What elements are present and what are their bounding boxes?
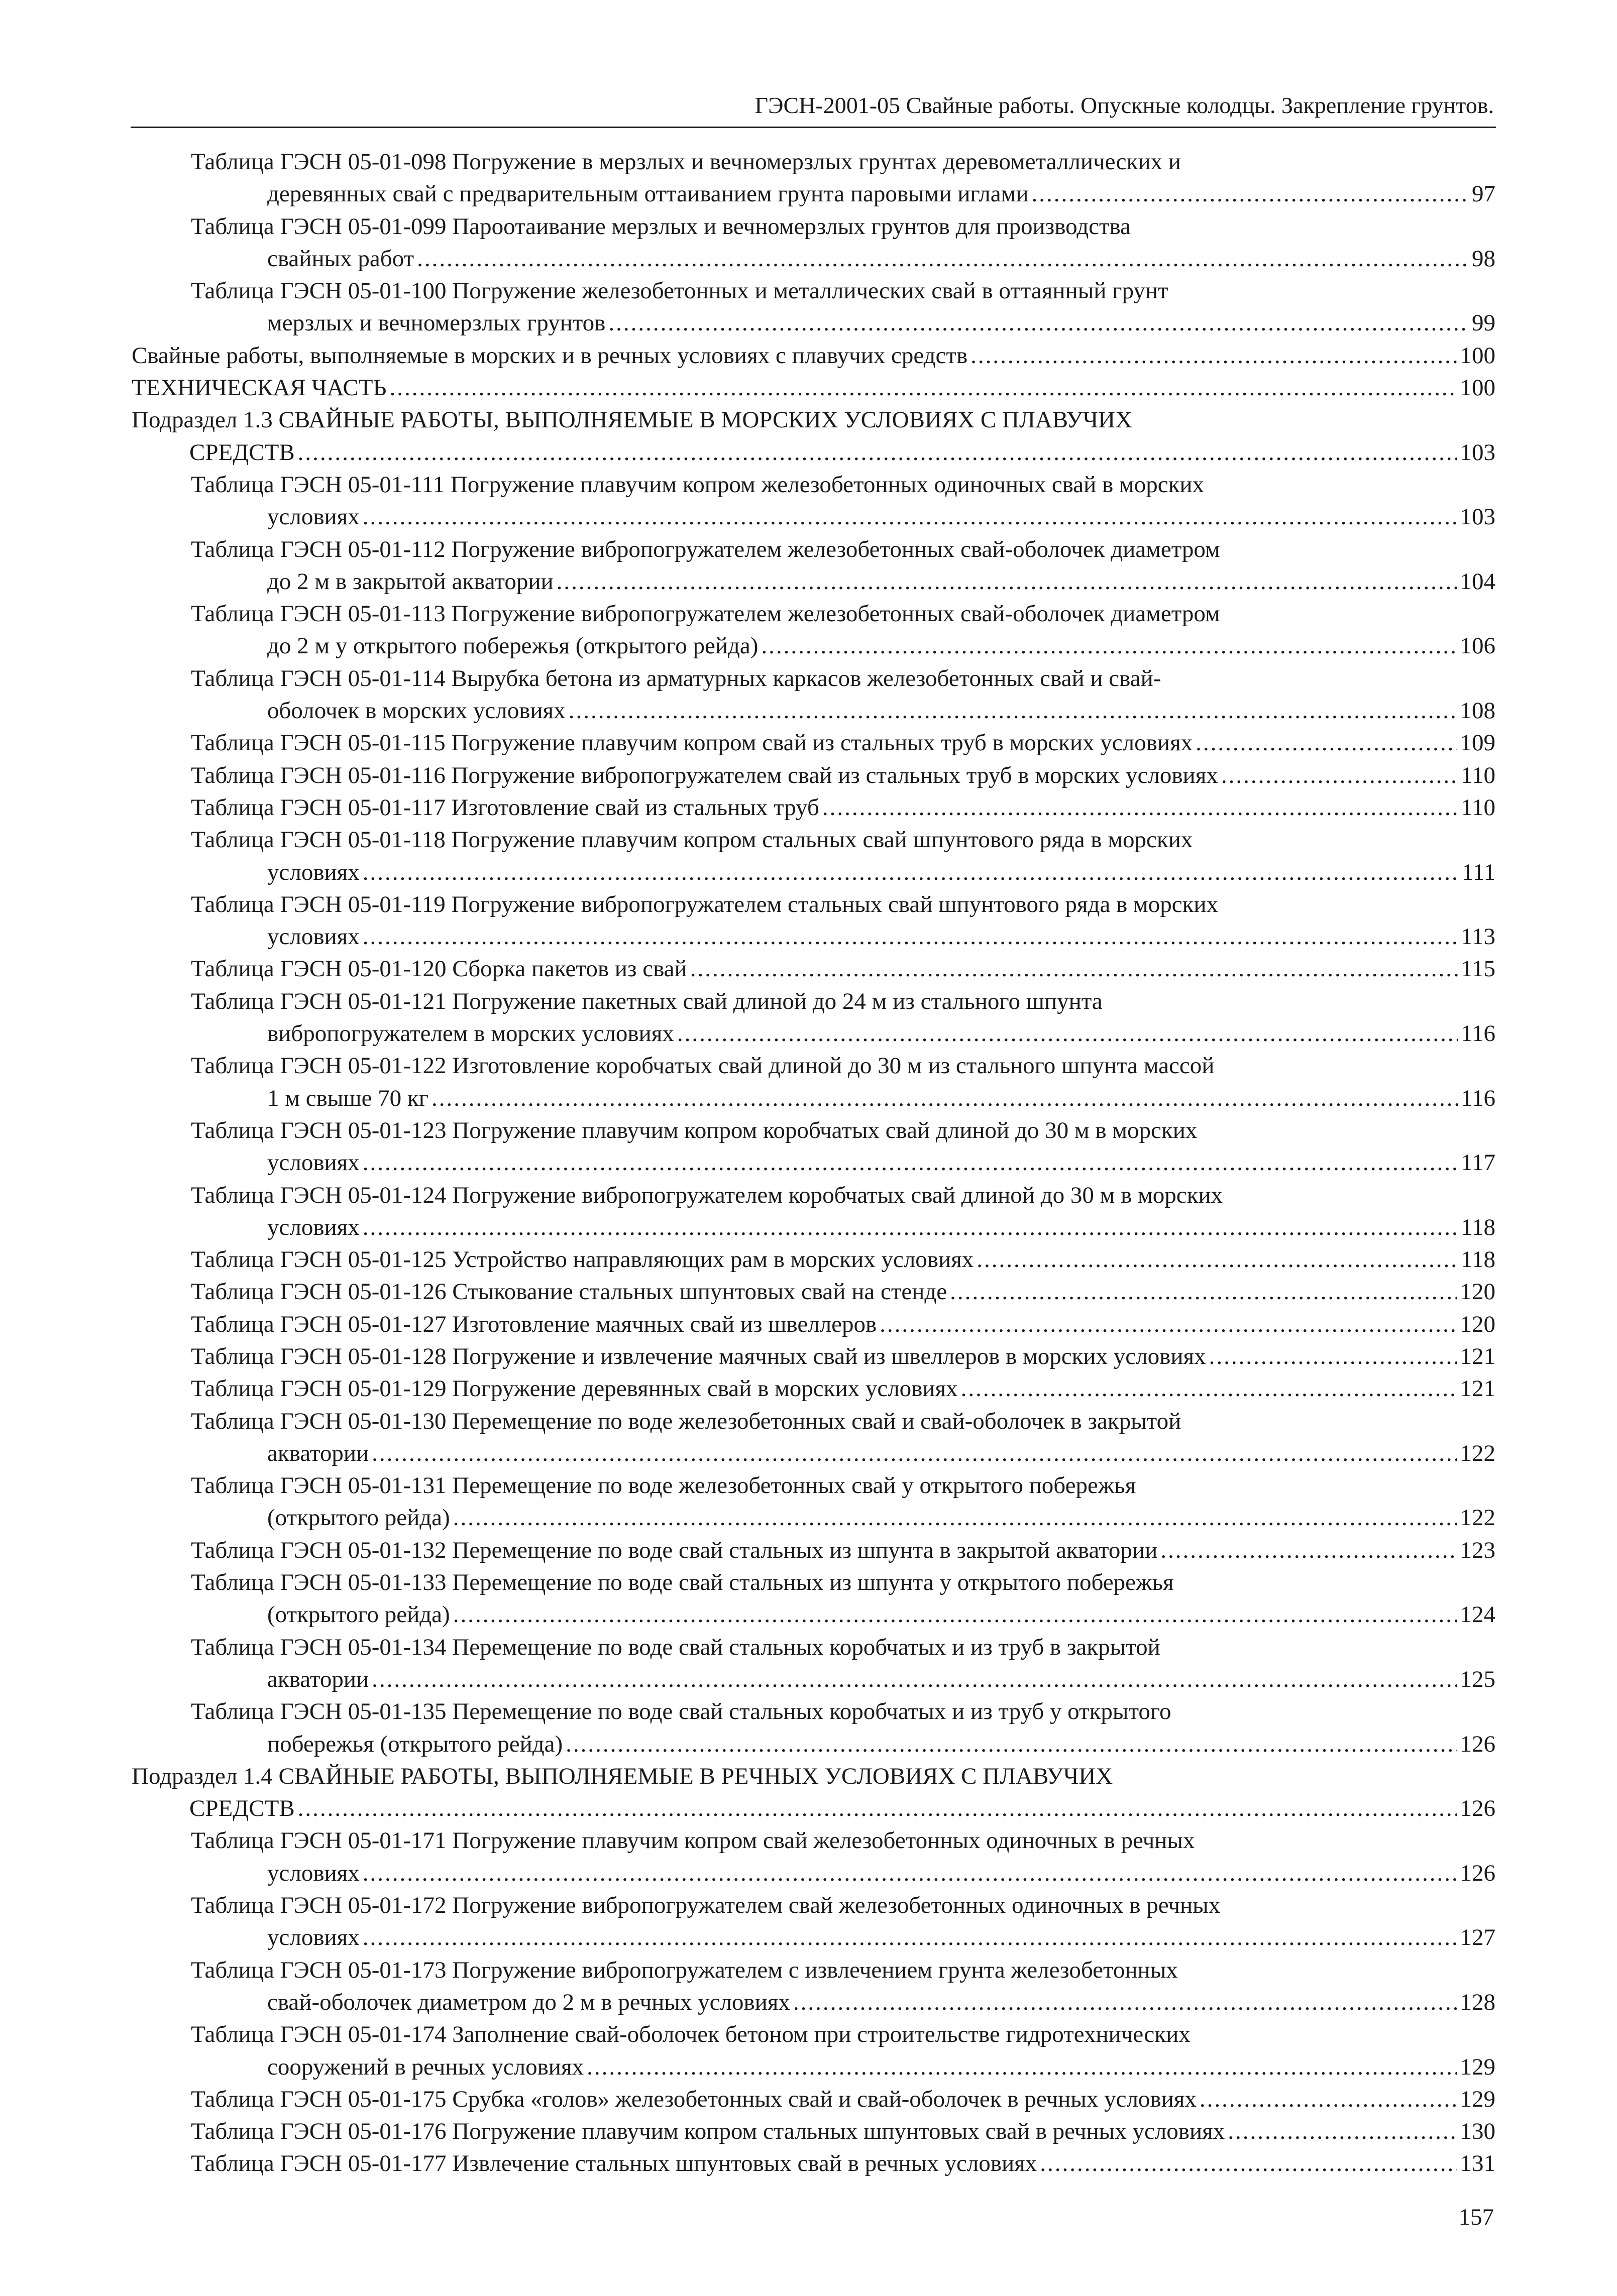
toc-page-number: 99 — [1472, 310, 1495, 336]
toc-entry[interactable] — [132, 1889, 1495, 1954]
toc-entry-title: Подраздел 1.4 СВАЙНЫЕ РАБОТЫ, ВЫПОЛНЯЕМЫЕ В РЕЧНЫХ УСЛОВИЯХ С ПЛАВУЧИХ — [132, 1763, 1113, 1789]
toc-page-number: 118 — [1461, 1214, 1495, 1240]
toc-page-number: 125 — [1460, 1666, 1495, 1692]
toc-entry-title-end: условиях — [267, 1214, 360, 1240]
toc-entry[interactable] — [132, 824, 1495, 888]
toc-entry[interactable] — [132, 1824, 1495, 1889]
dot-leader — [566, 1728, 1457, 1760]
toc-page-number: 113 — [1461, 924, 1495, 950]
dot-leader — [298, 436, 1457, 469]
dot-leader — [363, 1146, 1458, 1179]
toc-entry[interactable] — [132, 953, 1495, 985]
toc-entry-title: Таблица ГЭСН 05-01-113 Погружение вибропогружателем железобетонных свай-оболочек диаметром — [191, 601, 1220, 627]
toc-entry[interactable] — [132, 210, 1495, 275]
toc-entry-title: Таблица ГЭСН 05-01-114 Вырубка бетона из арматурных каркасов железобетонных свай и свай- — [191, 665, 1161, 692]
toc-page-number: 108 — [1460, 698, 1495, 724]
dot-leader — [1160, 1534, 1457, 1566]
toc-entry[interactable] — [132, 1243, 1495, 1276]
toc-entry-title-end: условиях — [267, 859, 360, 885]
toc-entry-title-end: (открытого рейда) — [267, 1601, 450, 1628]
toc-entry-title-end: (открытого рейда) — [267, 1505, 450, 1531]
toc-entry-title-end: 1 м свыше 70 кг — [267, 1085, 429, 1111]
toc-entry-title-end: условиях — [267, 1860, 360, 1886]
toc-page-number: 116 — [1461, 1085, 1495, 1111]
toc-entry-title-end: побережья (открытого рейда) — [267, 1731, 563, 1757]
toc-entry-title-end: свай-оболочек диаметром до 2 м в речных условиях — [267, 1989, 790, 2015]
dot-leader — [977, 1243, 1458, 1276]
toc-entry-title-end: Таблица ГЭСН 05-01-126 Стыкование стальных шпунтовых свай на стенде — [191, 1279, 947, 1305]
dot-leader — [677, 1017, 1458, 1050]
toc-entry-title-end: условиях — [267, 1150, 360, 1176]
toc-entry[interactable] — [132, 1050, 1495, 1114]
dot-leader — [372, 1663, 1457, 1695]
table-of-contents — [132, 146, 1495, 2180]
toc-entry-title: Таблица ГЭСН 05-01-122 Изготовление коробчатых свай длиной до 30 м из стального шпунта массой — [191, 1053, 1215, 1079]
dot-leader — [793, 1986, 1457, 2018]
toc-page-number: 115 — [1461, 956, 1495, 982]
toc-entry-title-end: Таблица ГЭСН 05-01-129 Погружение деревянных свай в морских условиях — [191, 1375, 958, 1402]
dot-leader — [690, 953, 1458, 985]
toc-entry[interactable] — [132, 2147, 1495, 2179]
toc-entry-title-end: условиях — [267, 1924, 360, 1951]
dot-leader — [1209, 1340, 1457, 1372]
toc-entry-title: Таблица ГЭСН 05-01-099 Пароотаивание мерзлых и вечномерзлых грунтов для производства — [191, 213, 1131, 240]
dot-leader — [363, 1857, 1457, 1889]
toc-entry-title: Подраздел 1.3 СВАЙНЫЕ РАБОТЫ, ВЫПОЛНЯЕМЫЕ В МОРСКИХ УСЛОВИЯХ С ПЛАВУЧИХ — [132, 407, 1133, 433]
toc-entry[interactable] — [132, 404, 1495, 469]
toc-page-number: 111 — [1461, 859, 1495, 885]
toc-entry-title-end: Таблица ГЭСН 05-01-116 Погружение вибропогружателем свай из стальных труб в морских условиях — [191, 762, 1218, 788]
toc-entry-title: Таблица ГЭСН 05-01-112 Погружение вибропогружателем железобетонных свай-оболочек диаметром — [191, 536, 1220, 562]
toc-page-number: 121 — [1460, 1375, 1495, 1402]
dot-leader — [961, 1372, 1457, 1405]
toc-entry-title: Таблица ГЭСН 05-01-131 Перемещение по воде железобетонных свай у открытого побережья — [191, 1472, 1136, 1499]
toc-entry-title-end: оболочек в морских условиях — [267, 698, 566, 724]
toc-entry-title-end: мерзлых и вечномерзлых грунтов — [267, 310, 606, 336]
toc-page-number: 100 — [1460, 342, 1495, 369]
dot-leader — [389, 372, 1457, 404]
toc-entry-title: Таблица ГЭСН 05-01-124 Погружение вибропогружателем коробчатых свай длиной до 30 м в морских — [191, 1182, 1223, 1208]
dot-leader — [557, 565, 1457, 598]
toc-entry[interactable] — [132, 759, 1495, 791]
toc-entry[interactable] — [132, 2115, 1495, 2147]
dot-leader — [880, 1308, 1457, 1340]
toc-entry-title-end: деревянных свай с предварительным оттаиванием грунта паровыми иглами — [267, 181, 1029, 207]
toc-entry-title: Таблица ГЭСН 05-01-098 Погружение в мерзлых и вечномерзлых грунтах деревометаллических и — [191, 149, 1181, 175]
toc-page-number: 103 — [1460, 439, 1495, 466]
toc-page-number: 121 — [1460, 1343, 1495, 1369]
toc-entry-title-end: Таблица ГЭСН 05-01-177 Извлечение стальных шпунтовых свай в речных условиях — [191, 2150, 1037, 2177]
dot-leader — [1196, 727, 1457, 759]
dot-leader — [363, 1921, 1457, 1954]
toc-page-number: 106 — [1460, 633, 1495, 659]
dot-leader — [363, 501, 1457, 533]
toc-page-number: 130 — [1460, 2118, 1495, 2145]
dot-leader — [761, 630, 1457, 662]
toc-entry-title-end: сооружений в речных условиях — [267, 2053, 584, 2080]
dot-leader — [432, 1082, 1458, 1114]
toc-entry[interactable] — [132, 598, 1495, 662]
toc-entry-title-end: Таблица ГЭСН 05-01-128 Погружение и извлечение маячных свай из швеллеров в морских условиях — [191, 1343, 1206, 1369]
toc-entry-title: Таблица ГЭСН 05-01-174 Заполнение свай-оболочек бетоном при строительстве гидротехнических — [191, 2021, 1191, 2048]
dot-leader — [298, 1792, 1457, 1824]
toc-entry-title-end: Таблица ГЭСН 05-01-117 Изготовление свай из стальных труб — [191, 794, 819, 821]
toc-entry-title-end: СРЕДСТВ — [189, 439, 295, 466]
toc-page-number: 131 — [1460, 2150, 1495, 2177]
toc-entry-title-end: Таблица ГЭСН 05-01-120 Сборка пакетов из свай — [191, 956, 687, 982]
header-divider — [131, 127, 1496, 128]
toc-page-number: 126 — [1460, 1860, 1495, 1886]
toc-page-number: 110 — [1461, 762, 1495, 788]
toc-entry[interactable] — [132, 1469, 1495, 1534]
toc-entry-title-end: акватории — [267, 1666, 369, 1692]
toc-entry[interactable] — [132, 662, 1495, 727]
toc-page-number: 116 — [1461, 1020, 1495, 1047]
toc-entry[interactable] — [132, 339, 1495, 372]
toc-page-number: 123 — [1460, 1537, 1495, 1563]
toc-page-number: 129 — [1460, 2086, 1495, 2112]
toc-entry-title: Таблица ГЭСН 05-01-119 Погружение вибропогружателем стальных свай шпунтового ряда в морских — [191, 891, 1219, 917]
toc-entry-title: Таблица ГЭСН 05-01-111 Погружение плавучим копром железобетонных одиночных свай в морских — [191, 471, 1205, 498]
toc-entry-title: Таблица ГЭСН 05-01-173 Погружение вибропогружателем с извлечением грунта железобетонных — [191, 1957, 1178, 1983]
dot-leader — [372, 1437, 1457, 1469]
toc-entry-title-end: СРЕДСТВ — [189, 1795, 295, 1822]
toc-entry-title: Таблица ГЭСН 05-01-121 Погружение пакетных свай длиной до 24 м из стального шпунта — [191, 988, 1103, 1014]
toc-entry-title: Таблица ГЭСН 05-01-130 Перемещение по воде железобетонных свай и свай-оболочек в закрытой — [191, 1408, 1181, 1434]
toc-page-number: 117 — [1461, 1150, 1495, 1176]
dot-leader — [363, 921, 1458, 953]
toc-entry[interactable] — [132, 1372, 1495, 1405]
toc-entry-title: Таблица ГЭСН 05-01-123 Погружение плавучим копром коробчатых свай длиной до 30 м в морских — [191, 1117, 1198, 1143]
toc-page-number: 124 — [1460, 1601, 1495, 1628]
toc-page-number: 128 — [1460, 1989, 1495, 2015]
dot-leader — [1228, 2115, 1457, 2147]
toc-entry[interactable] — [132, 146, 1495, 210]
toc-page-number: 100 — [1460, 375, 1495, 401]
toc-page-number: 103 — [1460, 504, 1495, 530]
toc-page-number: 118 — [1461, 1246, 1495, 1273]
toc-entry-title-end: условиях — [267, 504, 360, 530]
dot-leader — [363, 1211, 1458, 1243]
toc-entry[interactable] — [132, 888, 1495, 953]
toc-entry-title-end: вибропогружателем в морских условиях — [267, 1020, 674, 1047]
toc-entry[interactable] — [132, 1954, 1495, 2019]
toc-entry-title-end: условиях — [267, 924, 360, 950]
dot-leader — [453, 1502, 1457, 1534]
toc-entry[interactable] — [132, 372, 1495, 404]
dot-leader — [608, 307, 1469, 339]
toc-entry[interactable] — [132, 1405, 1495, 1470]
toc-page-number: 129 — [1460, 2053, 1495, 2080]
toc-entry[interactable] — [132, 1276, 1495, 1308]
toc-entry[interactable] — [132, 1114, 1495, 1179]
toc-entry[interactable] — [132, 2083, 1495, 2115]
toc-entry[interactable] — [132, 1534, 1495, 1566]
dot-leader — [453, 1598, 1457, 1631]
toc-entry-title-end: Свайные работы, выполняемые в морских и в речных условиях с плавучих средств — [132, 342, 968, 369]
toc-entry-title-end: Таблица ГЭСН 05-01-132 Перемещение по воде свай стальных из шпунта в закрытой акватории — [191, 1537, 1158, 1563]
toc-entry[interactable] — [132, 533, 1495, 598]
toc-entry-title-end: до 2 м в закрытой акватории — [267, 568, 554, 595]
toc-entry[interactable] — [132, 1566, 1495, 1631]
toc-page-number: 127 — [1460, 1924, 1495, 1951]
toc-entry-title: Таблица ГЭСН 05-01-118 Погружение плавучим копром стальных свай шпунтового ряда в морских — [191, 827, 1193, 853]
toc-entry-title-end: Таблица ГЭСН 05-01-175 Срубка «голов» железобетонных свай и свай-оболочек в речных условиях — [191, 2086, 1197, 2112]
toc-page-number: 97 — [1472, 181, 1495, 207]
toc-entry[interactable] — [132, 791, 1495, 824]
dot-leader — [569, 695, 1457, 727]
toc-page-number: 122 — [1460, 1505, 1495, 1531]
toc-page-number: 104 — [1460, 568, 1495, 595]
toc-entry-title: Таблица ГЭСН 05-01-171 Погружение плавучим копром свай железобетонных одиночных в речных — [191, 1827, 1195, 1854]
dot-leader — [1200, 2083, 1457, 2115]
toc-entry-title-end: свайных работ — [267, 245, 414, 272]
toc-entry-title-end: Таблица ГЭСН 05-01-176 Погружение плавучим копром стальных шпунтовых свай в речных условиях — [191, 2118, 1225, 2145]
toc-entry-title: Таблица ГЭСН 05-01-133 Перемещение по воде свай стальных из шпунта у открытого побережья — [191, 1569, 1174, 1596]
toc-page-number: 122 — [1460, 1440, 1495, 1466]
toc-page-number: 126 — [1460, 1731, 1495, 1757]
running-header: ГЭСН-2001-05 Свайные работы. Опускные колодцы. Закрепление грунтов. — [754, 92, 1494, 118]
toc-entry-title-end: Таблица ГЭСН 05-01-127 Изготовление маячных свай из швеллеров — [191, 1311, 877, 1337]
toc-entry[interactable] — [132, 1695, 1495, 1760]
dot-leader — [417, 243, 1469, 275]
toc-entry[interactable] — [132, 1340, 1495, 1372]
toc-entry-title-end: до 2 м у открытого побережья (открытого рейда) — [267, 633, 759, 659]
toc-entry-title-end: акватории — [267, 1440, 369, 1466]
toc-entry[interactable] — [132, 1631, 1495, 1696]
toc-page-number: 109 — [1460, 730, 1495, 756]
page-number: 157 — [1458, 2204, 1494, 2230]
dot-leader — [1221, 759, 1458, 791]
toc-page-number: 110 — [1461, 794, 1495, 821]
toc-entry-title-end: ТЕХНИЧЕСКАЯ ЧАСТЬ — [132, 375, 387, 401]
toc-entry[interactable] — [132, 1760, 1495, 1825]
toc-page-number: 98 — [1472, 245, 1495, 272]
dot-leader — [971, 339, 1457, 372]
toc-entry[interactable] — [132, 1308, 1495, 1340]
toc-entry[interactable] — [132, 727, 1495, 759]
toc-entry-title: Таблица ГЭСН 05-01-100 Погружение железобетонных и металлических свай в оттаянный грунт — [191, 278, 1168, 304]
dot-leader — [1040, 2147, 1457, 2179]
dot-leader — [950, 1276, 1457, 1308]
toc-entry-title: Таблица ГЭСН 05-01-172 Погружение вибропогружателем свай железобетонных одиночных в речных — [191, 1892, 1221, 1919]
dot-leader — [822, 791, 1458, 824]
toc-entry[interactable] — [132, 275, 1495, 339]
toc-entry-title: Таблица ГЭСН 05-01-135 Перемещение по воде свай стальных коробчатых и из труб у открытого — [191, 1698, 1171, 1725]
dot-leader — [363, 856, 1459, 888]
toc-entry[interactable] — [132, 469, 1495, 533]
toc-entry-title: Таблица ГЭСН 05-01-134 Перемещение по воде свай стальных коробчатых и из труб в закрытой — [191, 1634, 1160, 1660]
toc-page-number: 120 — [1460, 1279, 1495, 1305]
toc-page-number: 126 — [1460, 1795, 1495, 1822]
dot-leader — [1032, 178, 1469, 210]
toc-page-number: 120 — [1460, 1311, 1495, 1337]
toc-entry[interactable] — [132, 1179, 1495, 1244]
toc-entry-title-end: Таблица ГЭСН 05-01-115 Погружение плавучим копром свай из стальных труб в морских условиях — [191, 730, 1193, 756]
toc-entry[interactable] — [132, 2018, 1495, 2083]
toc-entry[interactable] — [132, 985, 1495, 1050]
dot-leader — [587, 2051, 1457, 2083]
toc-entry-title-end: Таблица ГЭСН 05-01-125 Устройство направляющих рам в морских условиях — [191, 1246, 974, 1273]
